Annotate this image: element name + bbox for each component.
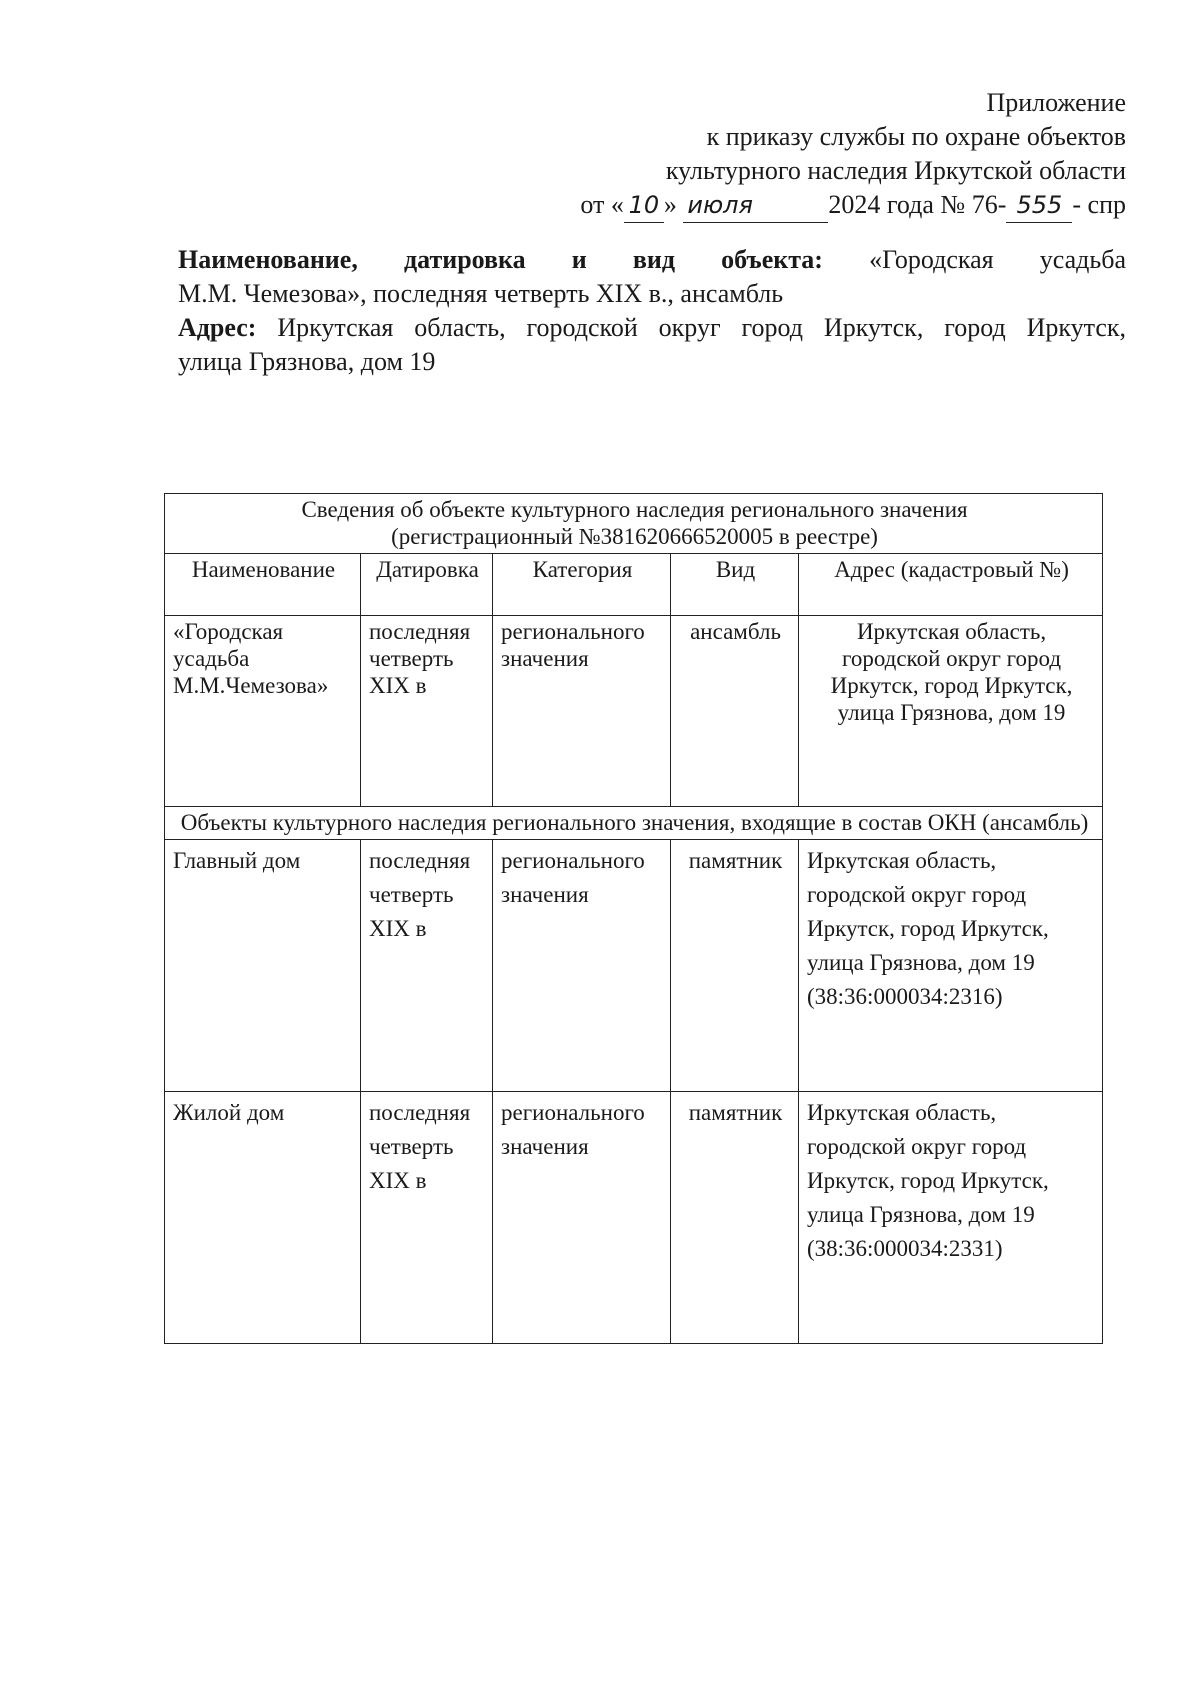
- column-header-kind: Вид: [671, 554, 799, 616]
- appendix-line-2: культурного наследия Иркутской области: [665, 156, 1126, 185]
- object-address-value-1: Иркутская область, городской округ город Иркутск, город Иркутск,: [277, 313, 1127, 342]
- date-year: 2024 года № 76-: [828, 190, 1007, 219]
- component-address-cell: [799, 840, 1103, 1092]
- registry-title-line-1: Сведения об объекте культурного наследия регионального значения: [301, 497, 968, 522]
- table-row: [165, 616, 1103, 807]
- main-object-dating: последняя четверть XIX в: [361, 616, 493, 807]
- component-address-cell: [799, 1092, 1103, 1344]
- object-name-line-1: [178, 243, 1126, 277]
- components-title-row: [165, 807, 1103, 840]
- object-address-label: Адрес:: [178, 313, 257, 342]
- component-name: Жилой дом: [165, 1092, 361, 1344]
- date-prefix: от «: [580, 190, 624, 219]
- registry-title-row: [165, 494, 1103, 554]
- component-cadastral-number: (38:36:000034:2331): [807, 1236, 1003, 1261]
- registry-header-row: [165, 554, 1103, 616]
- appendix-title: Приложение: [986, 88, 1126, 117]
- object-address-value-2: улица Грязнова, дом 19: [178, 347, 436, 376]
- table-row: [165, 1092, 1103, 1344]
- component-kind: памятник: [671, 840, 799, 1092]
- order-suffix: - спр: [1072, 190, 1126, 219]
- column-header-name: Наименование: [165, 554, 361, 616]
- component-address: Иркутская область, городской округ город Иркутск, город Иркутск, улица Грязнова, дом 19: [807, 848, 1049, 975]
- main-object-address: Иркутская область, городской округ город Иркутск, город Иркутск, улица Грязнова, дом 19: [799, 616, 1103, 807]
- main-object-kind: ансамбль: [671, 616, 799, 807]
- component-kind: памятник: [671, 1092, 799, 1344]
- main-object-name: «Городская усадьба М.М.Чемезова»: [165, 616, 361, 807]
- components-title-cell: Объекты культурного наследия регионального значения, входящие в состав ОКН (ансамбль): [165, 807, 1103, 840]
- registry-table: [164, 493, 1103, 1344]
- object-name-label: Наименование, датировка и вид объекта:: [178, 245, 823, 274]
- component-dating: последняя четверть XIX в: [361, 840, 493, 1092]
- component-cadastral-number: (38:36:000034:2316): [807, 984, 1003, 1009]
- order-date-line: [406, 188, 1126, 223]
- object-name-line-2: [178, 277, 1126, 311]
- registry-title-cell: [165, 494, 1103, 554]
- main-object-category: регионального значения: [493, 616, 671, 807]
- component-category: регионального значения: [493, 1092, 671, 1344]
- object-description: [178, 243, 1126, 379]
- date-mid: »: [663, 190, 677, 219]
- column-header-address: Адрес (кадастровый №): [799, 554, 1103, 616]
- handwritten-day: 10: [624, 188, 664, 223]
- column-header-category: Категория: [493, 554, 671, 616]
- object-name-value-2: М.М. Чемезова», последняя четверть XIX в., ансамбль: [178, 279, 784, 308]
- appendix-header: [406, 86, 1126, 223]
- component-category: регионального значения: [493, 840, 671, 1092]
- component-name: Главный дом: [165, 840, 361, 1092]
- object-name-value-1: «Городская усадьба: [869, 245, 1126, 274]
- object-address-line-2: [178, 345, 1126, 379]
- handwritten-month: июля: [683, 188, 828, 223]
- registry-title-line-2: (регистрационный №381620666520005 в реестре): [391, 524, 878, 549]
- column-header-dating: Датировка: [361, 554, 493, 616]
- appendix-line-1: к приказу службы по охране объектов: [706, 122, 1126, 151]
- table-row: [165, 840, 1103, 1092]
- component-dating: последняя четверть XIX в: [361, 1092, 493, 1344]
- component-address: Иркутская область, городской округ город Иркутск, город Иркутск, улица Грязнова, дом 19: [807, 1100, 1049, 1227]
- handwritten-order-number: 555: [1006, 188, 1072, 223]
- object-address-line-1: [178, 311, 1126, 345]
